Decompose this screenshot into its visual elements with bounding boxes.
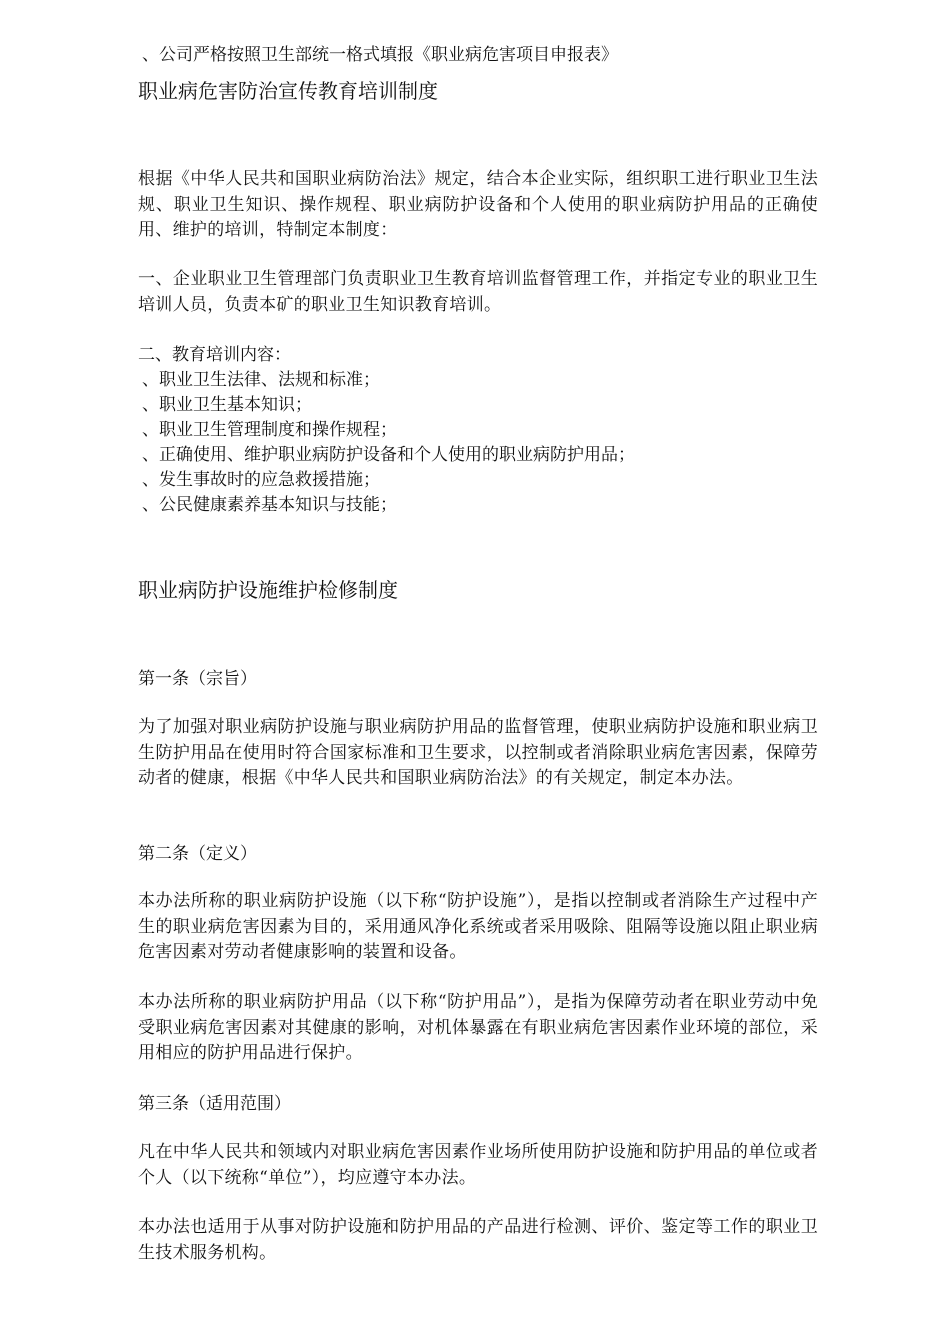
- article-2-text-2: 本办法所称的职业病防护用品（以下称“防护用品”），是指为保障劳动者在职业劳动中免受职业病危害因素对其健康的影响，对机体暴露在有职业病危害因素作业环境的部位，采用相应的防护用品进行保护。: [138, 992, 818, 1063]
- training-system-title: 职业病危害防治宣传教育培训制度: [138, 79, 438, 103]
- report-filing-line: 、公司严格按照卫生部统一格式填报《职业病危害项目申报表》: [142, 45, 618, 65]
- article-2-text-1: 本办法所称的职业病防护设施（以下称“防护设施”），是指以控制或者消除生产过程中产生的职业病危害因素为目的，采用通风净化系统或者采用吸除、阻隔等设施以阻止职业病危害因素对劳动者健康影响的装置和设备。: [138, 891, 818, 962]
- training-content-item: 、正确使用、维护职业病防护设备和个人使用的职业病防护用品；: [142, 445, 635, 465]
- article-2-title: 第二条（定义）: [138, 844, 257, 864]
- training-intro-paragraph: 根据《中华人民共和国职业病防治法》规定，结合本企业实际，组织职工进行职业卫生法规、职业卫生知识、操作规程、职业病防护设备和个人使用的职业病防护用品的正确使用、维护的培训，特制定本制度：: [138, 169, 818, 240]
- article-3-text-2: 本办法也适用于从事对防护设施和防护用品的产品进行检测、评价、鉴定等工作的职业卫生技术服务机构。: [138, 1217, 818, 1263]
- training-content-title: 二、教育培训内容：: [138, 345, 291, 365]
- training-content-item: 、公民健康素养基本知识与技能；: [142, 495, 397, 515]
- training-content-item: 、职业卫生管理制度和操作规程；: [142, 420, 397, 440]
- maintenance-system-title: 职业病防护设施维护检修制度: [138, 578, 398, 602]
- article-3-text-1: 凡在中华人民共和领域内对职业病危害因素作业场所使用防护设施和防护用品的单位或者个人（以下统称“单位”），均应遵守本办法。: [138, 1142, 818, 1188]
- training-content-item: 、发生事故时的应急救援措施；: [142, 470, 380, 490]
- training-item-1: 一、企业职业卫生管理部门负责职业卫生教育培训监督管理工作，并指定专业的职业卫生培训人员，负责本矿的职业卫生知识教育培训。: [138, 269, 818, 315]
- training-content-item: 、职业卫生法律、法规和标准；: [142, 370, 380, 390]
- article-3-title: 第三条（适用范围）: [138, 1094, 291, 1114]
- article-1-title: 第一条（宗旨）: [138, 669, 257, 689]
- article-1-text: 为了加强对职业病防护设施与职业病防护用品的监督管理，使职业病防护设施和职业病卫生防护用品在使用时符合国家标准和卫生要求，以控制或者消除职业病危害因素，保障劳动者的健康，根据《中华人民共和国职业病防治法》的有关规定，制定本办法。: [138, 717, 818, 788]
- training-content-item: 、职业卫生基本知识；: [142, 395, 312, 415]
